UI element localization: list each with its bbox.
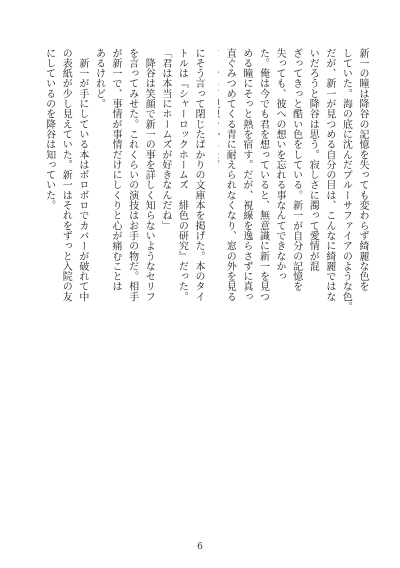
text-column: だが、新一が見つめる自分の目は、こんなに綺麗ではな: [323, 48, 335, 302]
text-column: の表紙が少し見えていた。新一はそれをずっと入院の友: [60, 48, 72, 302]
text-column: が新一で、事情が事情だけにしくりと心が痛むことは: [110, 48, 122, 292]
text-column: 新一が手にしている本はボロボロでカバーが破れて中: [76, 48, 88, 302]
text-column: していた。海の底に沈んだブルーサファイアのような色。: [340, 48, 352, 312]
text-column: あるけれど。: [93, 48, 105, 109]
text-column: を言ってみせた。これくらいの演技はお手の物だ。相手: [126, 48, 138, 302]
text-column: 失っても、彼への想いを忘れる事なんてできなかっ: [274, 48, 286, 282]
text-block-upper: [218, 48, 370, 468]
text-column: 直ぐみつめてくる青に耐えられなくなり、窓の外を見る: [224, 48, 236, 302]
text-column: める瞳にそっと熱を宿す。だが、視線を逸らさずに真っ: [240, 48, 252, 302]
text-block-lower: [40, 48, 206, 468]
text-column: いだろうと降谷は思う。寂しさに濁って愛情が混: [307, 48, 319, 272]
text-column: 新一の瞳は降谷の記憶を失っても変わらず綺麗な色を: [357, 48, 368, 292]
text-column: 「君は本当にホームズが好きなんだね」: [159, 48, 171, 231]
text-column: た。俺は今でも君を想っていると、無意識に新一を見つ: [257, 48, 269, 302]
text-column: にそう言って閉じたばかりの文庫本を掲げた。本のタイ: [193, 48, 204, 302]
text-column: にしているのを降谷は知っていた。: [43, 48, 55, 211]
text-column: 降谷は笑顔で新一の事を詳しく知らないようなセリフ: [143, 48, 155, 302]
page-number: 6: [197, 542, 203, 552]
text-column: トルは『シャーロックホームズ 緋色の研究』だった。: [176, 48, 188, 302]
text-column: ざってきっと酷い色をしている。新一が自分の記憶を: [290, 48, 302, 292]
